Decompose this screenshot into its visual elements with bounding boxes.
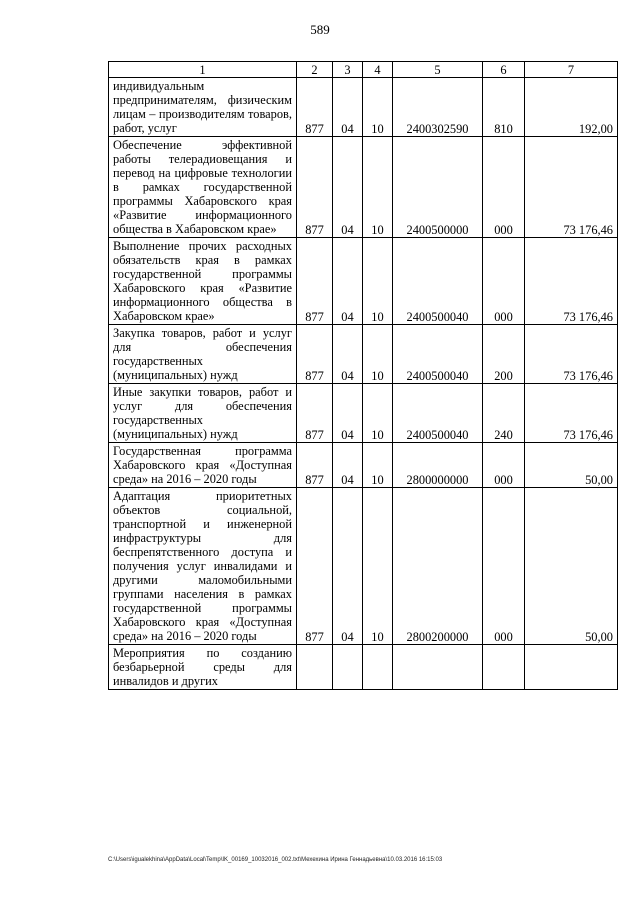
file-path-footer: C:\Users\igualekhina\AppData\Local\Temp\IK_00169_10032016_002.txt\Мехехина Ирина Геннадьевна\10.03.2016 16:15:03 (108, 857, 443, 863)
row-cell-3 (333, 645, 363, 690)
row-name-cell: Мероприятия по созданию безбарьерной среды для инвалидов и других (109, 645, 297, 690)
row-cell-2: 877 (297, 443, 333, 488)
row-cell-amount: 73 176,46 (525, 238, 618, 325)
row-cell-6: 000 (483, 488, 525, 645)
row-cell-6: 000 (483, 137, 525, 238)
header-cell: 4 (363, 62, 393, 78)
row-cell-2: 877 (297, 488, 333, 645)
row-cell-4: 10 (363, 325, 393, 384)
table-row (109, 325, 618, 384)
row-cell-4: 10 (363, 443, 393, 488)
row-cell-4: 10 (363, 384, 393, 443)
table-row (109, 78, 618, 137)
row-cell-5: 2800200000 (393, 488, 483, 645)
row-cell-4: 10 (363, 137, 393, 238)
row-name-cell: Обеспечение эффективной работы телерадиовещания и перевод на цифровые технологии в рамках государственной программы Хабаровского края «Развитие информационного общества в Хабаровском крае» (109, 137, 297, 238)
row-cell-5 (393, 645, 483, 690)
row-cell-3: 04 (333, 238, 363, 325)
row-cell-amount: 73 176,46 (525, 137, 618, 238)
row-cell-3: 04 (333, 384, 363, 443)
row-name-cell: индивидуальным предпринимателям, физическим лицам – производителям товаров, работ, услуг (109, 78, 297, 137)
row-cell-3: 04 (333, 137, 363, 238)
page-number: 589 (310, 22, 330, 37)
row-cell-amount (525, 645, 618, 690)
table-row (109, 238, 618, 325)
row-cell-6: 200 (483, 325, 525, 384)
table-row (109, 645, 618, 690)
row-cell-2: 877 (297, 384, 333, 443)
header-cell: 7 (525, 62, 618, 78)
budget-table (108, 61, 618, 690)
row-cell-5: 2400500040 (393, 238, 483, 325)
row-cell-amount: 50,00 (525, 488, 618, 645)
row-cell-4 (363, 645, 393, 690)
row-cell-6 (483, 645, 525, 690)
row-name-cell: Иные закупки товаров, работ и услуг для обеспечения государственных (муниципальных) нужд (109, 384, 297, 443)
row-cell-5: 2400500040 (393, 384, 483, 443)
row-name-cell: Закупка товаров, работ и услуг для обеспечения государственных (муниципальных) нужд (109, 325, 297, 384)
row-name-cell: Государственная программа Хабаровского края «Доступная среда» на 2016 – 2020 годы (109, 443, 297, 488)
row-cell-4: 10 (363, 238, 393, 325)
header-cell: 6 (483, 62, 525, 78)
row-cell-4: 10 (363, 488, 393, 645)
header-cell: 5 (393, 62, 483, 78)
row-cell-2: 877 (297, 137, 333, 238)
row-cell-amount: 192,00 (525, 78, 618, 137)
row-cell-2: 877 (297, 238, 333, 325)
row-cell-2: 877 (297, 78, 333, 137)
row-cell-6: 000 (483, 238, 525, 325)
row-cell-5: 2400302590 (393, 78, 483, 137)
row-cell-6: 240 (483, 384, 525, 443)
table-row (109, 443, 618, 488)
header-cell: 2 (297, 62, 333, 78)
table-row (109, 384, 618, 443)
row-cell-2: 877 (297, 325, 333, 384)
row-cell-6: 000 (483, 443, 525, 488)
row-cell-3: 04 (333, 488, 363, 645)
row-cell-5: 2800000000 (393, 443, 483, 488)
row-name-cell: Выполнение прочих расходных обязательств края в рамках государственной программы Хабаровского края «Развитие информационного общества в Хабаровском крае» (109, 238, 297, 325)
row-cell-amount: 50,00 (525, 443, 618, 488)
row-cell-4: 10 (363, 78, 393, 137)
table-row (109, 488, 618, 645)
row-cell-3: 04 (333, 325, 363, 384)
row-cell-3: 04 (333, 443, 363, 488)
row-cell-6: 810 (483, 78, 525, 137)
row-cell-5: 2400500000 (393, 137, 483, 238)
table-row (109, 137, 618, 238)
header-cell: 1 (109, 62, 297, 78)
row-cell-amount: 73 176,46 (525, 325, 618, 384)
table-header-row (109, 62, 618, 78)
row-cell-2 (297, 645, 333, 690)
row-cell-5: 2400500040 (393, 325, 483, 384)
row-cell-amount: 73 176,46 (525, 384, 618, 443)
row-name-cell: Адаптация приоритетных объектов социальной, транспортной и инженерной инфраструктуры для беспрепятственного доступа и получения услуг инвалидами и другими маломобильными группами населения в рамках государственной программы Хабаровского края «Доступная среда» на 2016 – 2020 годы (109, 488, 297, 645)
header-cell: 3 (333, 62, 363, 78)
row-cell-3: 04 (333, 78, 363, 137)
